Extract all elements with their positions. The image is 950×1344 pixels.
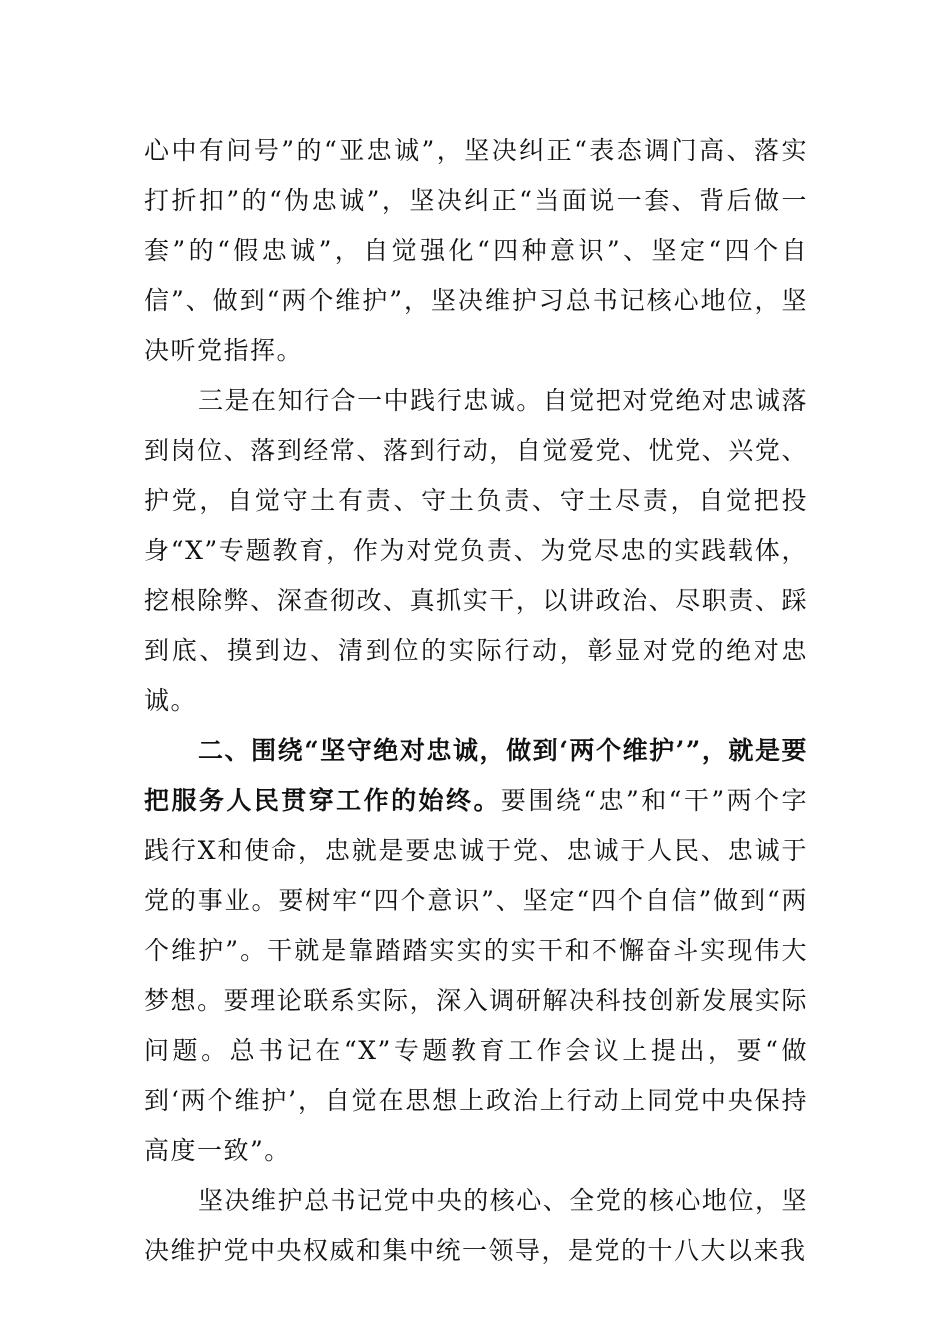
document-body [144, 126, 808, 1276]
paragraph-4: 坚决维护总书记党中央的核心、全党的核心地位，坚决维护党中央权威和集中统一领导，是党的十八大以来我 [144, 1186, 808, 1265]
section-heading: 二、围绕“坚守绝对忠诚，做到‘两个维护’”，就是要把服务人民贯穿工作的始终。 [144, 736, 808, 815]
paragraph-3-body: 要围绕“忠”和“干”两个字践行X和使命，忠就是要忠诚于党、忠诚于人民、忠诚于党的事业。要树牢“四个意识”、坚定“四个自信”做到“两个维护”。干就是靠踏踏实实的实干和不懈奋斗实现伟大梦想。要理论联系实际，深入调研解决科技创新发展实际问题。总书记在“X”专题教育工作会议上提出，要“做到‘两个维护’，自觉在思想上政治上行动上同党中央保持高度一致”。 [144, 786, 808, 1165]
paragraph-2: 三是在知行合一中践行忠诚。自觉把对党绝对忠诚落到岗位、落到经常、落到行动，自觉爱党、忧党、兴党、护党，自觉守土有责、守土负责、守土尽责，自觉把投身“X”专题教育，作为对党负责、为党尽忠的实践载体，挖根除弊、深查彻改、真抓实干，以讲政治、尽职责、踩到底、摸到边、清到位的实际行动，彰显对党的绝对忠诚。 [144, 386, 808, 715]
paragraph-3 [144, 726, 808, 1176]
paragraph-1: 心中有问号”的“亚忠诚”，坚决纠正“表态调门高、落实打折扣”的“伪忠诚”，坚决纠正“当面说一套、背后做一套”的“假忠诚”，自觉强化“四种意识”、坚定“四个自信”、做到“两个维护”，坚决维护习总书记核心地位，坚决听党指挥。 [144, 136, 808, 365]
